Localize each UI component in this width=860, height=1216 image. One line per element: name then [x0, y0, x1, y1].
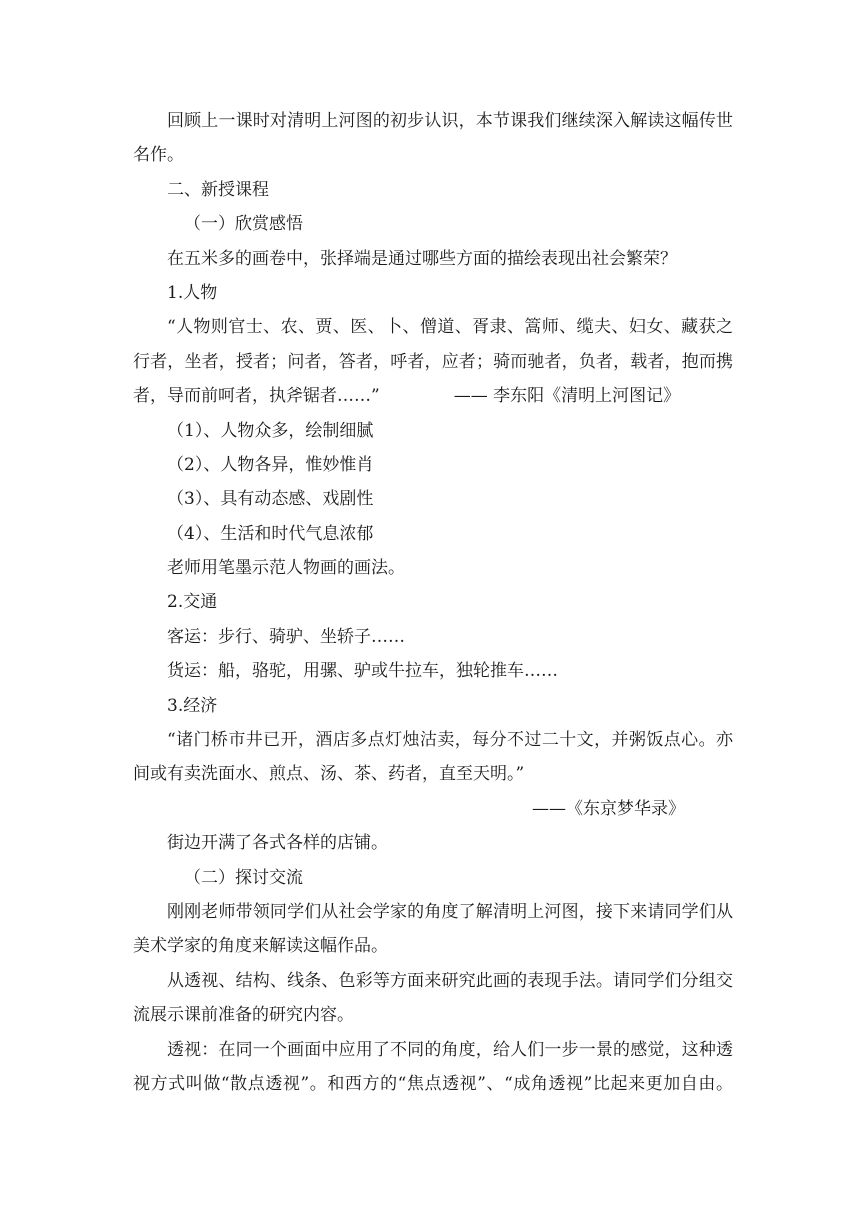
- question-line: 在五米多的画卷中，张择端是通过哪些方面的描绘表现出社会繁荣？: [167, 248, 677, 269]
- section-heading-new-lesson: 二、新授课程: [167, 179, 269, 200]
- quote-figures-line-3-text: 者，导而前呵者，执斧锯者……”: [133, 386, 380, 407]
- heading-transport: 2.交通: [167, 592, 218, 613]
- list-item-4: （4）、生活和时代气息浓郁: [167, 523, 374, 544]
- paragraph-methods-line-1: 从透视、结构、线条、色彩等方面来研究此画的表现手法。请同学们分组交: [167, 970, 733, 991]
- paragraph-methods-line-2: 流展示课前准备的研究内容。: [133, 1005, 354, 1026]
- paragraph-perspective-line-2: 视方式叫做“散点透视”。和西方的“焦点透视”、“成角透视”比起来更加自由。: [133, 1073, 733, 1094]
- shops-line: 街边开满了各式各样的店铺。: [167, 833, 388, 854]
- subsection-heading-appreciation: （一）欣赏感悟: [184, 214, 303, 235]
- paragraph-discussion-line-1: 刚刚老师带领同学们从社会学家的角度了解清明上河图，接下来请同学们从: [167, 901, 733, 922]
- list-item-3: （3）、具有动态感、戏剧性: [167, 489, 374, 510]
- teacher-demo-line: 老师用笔墨示范人物画的画法。: [167, 558, 405, 579]
- quote-figures-line-2: 行者，坐者，授者；问者，答者，呼者，应者；骑而驰者，负者，载者，抱而携: [133, 351, 733, 372]
- list-item-1: （1）、人物众多，绘制细腻: [167, 420, 374, 441]
- quote-attribution-dongjing: ——《东京梦华录》: [532, 798, 685, 819]
- quote-figures-line-1: “人物则官士、农、贾、医、卜、僧道、胥隶、篙师、缆夫、妇女、藏获之: [167, 317, 733, 338]
- heading-economy: 3.经济: [167, 695, 218, 716]
- subsection-heading-discussion: （二）探讨交流: [184, 867, 303, 888]
- quote-figures-line-3: [133, 379, 733, 413]
- paragraph-perspective-line-1: 透视：在同一个画面中应用了不同的角度，给人们一步一景的感觉，这种透: [167, 1039, 733, 1060]
- paragraph-intro-line-2: 名作。: [133, 145, 184, 166]
- quote-economy-line-2: 间或有卖洗面水、煎点、汤、茶、药者，直至天明。”: [133, 764, 525, 785]
- passenger-transport-line: 客运：步行、骑驴、坐轿子……: [167, 626, 405, 647]
- freight-transport-line: 货运：船，骆驼，用骡、驴或牛拉车，独轮推车……: [167, 661, 558, 682]
- document-body: [133, 104, 733, 1101]
- paragraph-intro-line-1: 回顾上一课时对清明上河图的初步认识，本节课我们继续深入解读这幅传世: [167, 111, 733, 131]
- quote-economy-line-1: “诸门桥市井已开，酒店多点灯烛沽卖，每分不过二十文，并粥饭点心。亦: [167, 730, 733, 751]
- paragraph-discussion-line-2: 美术学家的角度来解读这幅作品。: [133, 936, 388, 957]
- quote-attribution-li-dongyang: —— 李东阳《清明上河图记》: [453, 386, 681, 407]
- list-item-2: （2）、人物各异，惟妙惟肖: [167, 454, 374, 475]
- heading-figures: 1.人物: [167, 282, 218, 303]
